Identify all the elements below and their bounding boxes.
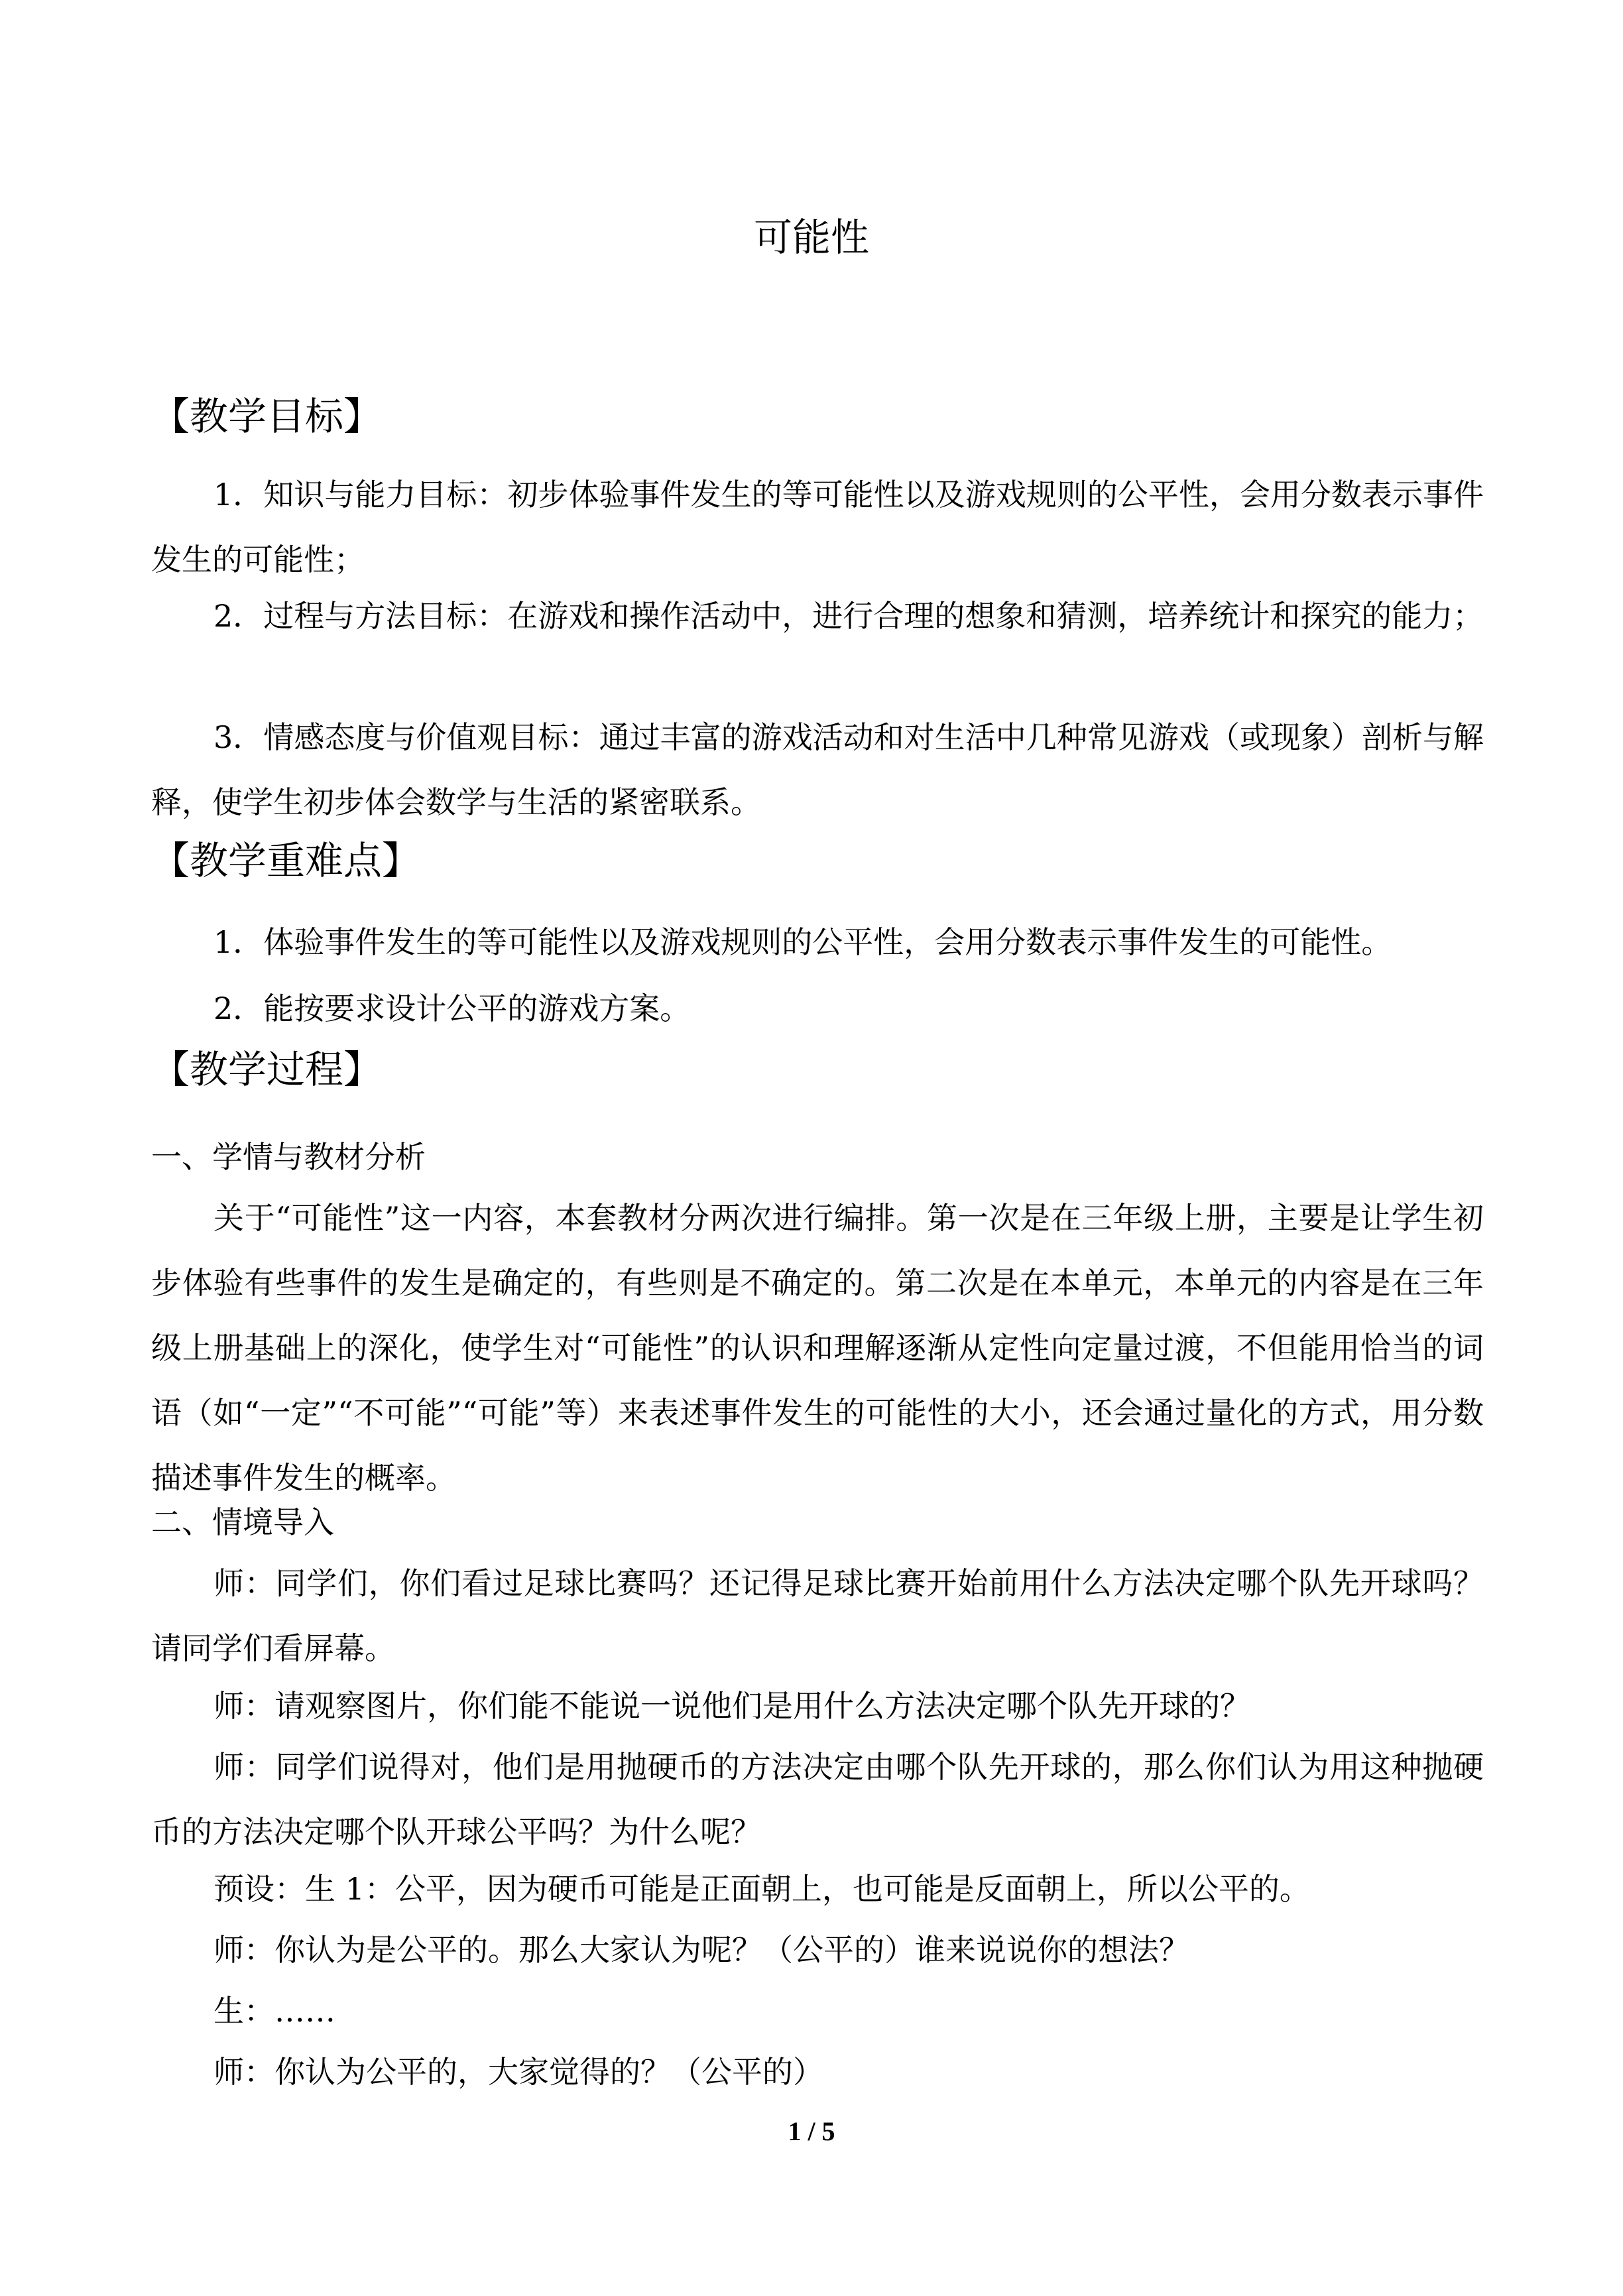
page-number: 1 / 5	[788, 2116, 835, 2146]
objective-item-1: 1．知识与能力目标：初步体验事件发生的等可能性以及游戏规则的公平性，会用分数表示事件发生的可能性；	[151, 477, 1484, 577]
dialogue-line-4: 预设：生 1：公平，因为硬币可能是正面朝上，也可能是反面朝上，所以公平的。	[213, 1871, 1310, 1907]
document-title: 可能性	[753, 215, 869, 260]
dialogue-line-1: 师：同学们，你们看过足球比赛吗？还记得足球比赛开始前用什么方法决定哪个队先开球吗？请同学们看屏幕。	[151, 1565, 1484, 1666]
objective-item-3: 3．情感态度与价值观目标：通过丰富的游戏活动和对生活中几种常见游戏（或现象）剖析与解释，使学生初步体会数学与生活的紧密联系。	[151, 719, 1484, 820]
dialogue-line-3: 师：同学们说得对，他们是用抛硬币的方法决定由哪个队先开球的，那么你们认为用这种抛硬币的方法决定哪个队开球公平吗？为什么呢？	[151, 1749, 1484, 1850]
keypoints-heading: 【教学重难点】	[151, 838, 421, 883]
dialogue-line-5: 师：你认为是公平的。那么大家认为呢？（公平的）谁来说说你的想法？	[213, 1932, 1189, 1968]
part1-title: 一、学情与教材分析	[151, 1139, 426, 1175]
objectives-heading: 【教学目标】	[151, 394, 383, 439]
dialogue-line-6: 生：……	[213, 1993, 335, 2029]
part1-text: 关于“可能性”这一内容，本套教材分两次进行编排。第一次是在三年级上册，主要是让学生初步体验有些事件的发生是确定的，有些则是不确定的。第二次是在本单元，本单元的内容是在三年级上册基础上的深化，使学生对“可能性”的认识和理解逐渐从定性向定量过渡，不但能用恰当的词语（如“一定”“不可能”“可能”等）来表述事件发生的可能性的大小，还会通过量化的方式，用分数描述事件发生的概率。	[151, 1200, 1484, 1496]
process-heading: 【教学过程】	[151, 1047, 383, 1092]
keypoint-item-1: 1．体验事件发生的等可能性以及游戏规则的公平性，会用分数表示事件发生的可能性。	[213, 924, 1392, 960]
objective-item-2: 2．过程与方法目标：在游戏和操作活动中，进行合理的想象和猜测，培养统计和探究的能力；	[213, 598, 1484, 634]
keypoint-item-2: 2．能按要求设计公平的游戏方案。	[213, 991, 691, 1026]
dialogue-line-2: 师：请观察图片，你们能不能说一说他们是用什么方法决定哪个队先开球的？	[213, 1688, 1250, 1724]
part2-title: 二、情境导入	[151, 1504, 334, 1540]
dialogue-line-7: 师：你认为公平的，大家觉得的？（公平的）	[213, 2054, 823, 2090]
